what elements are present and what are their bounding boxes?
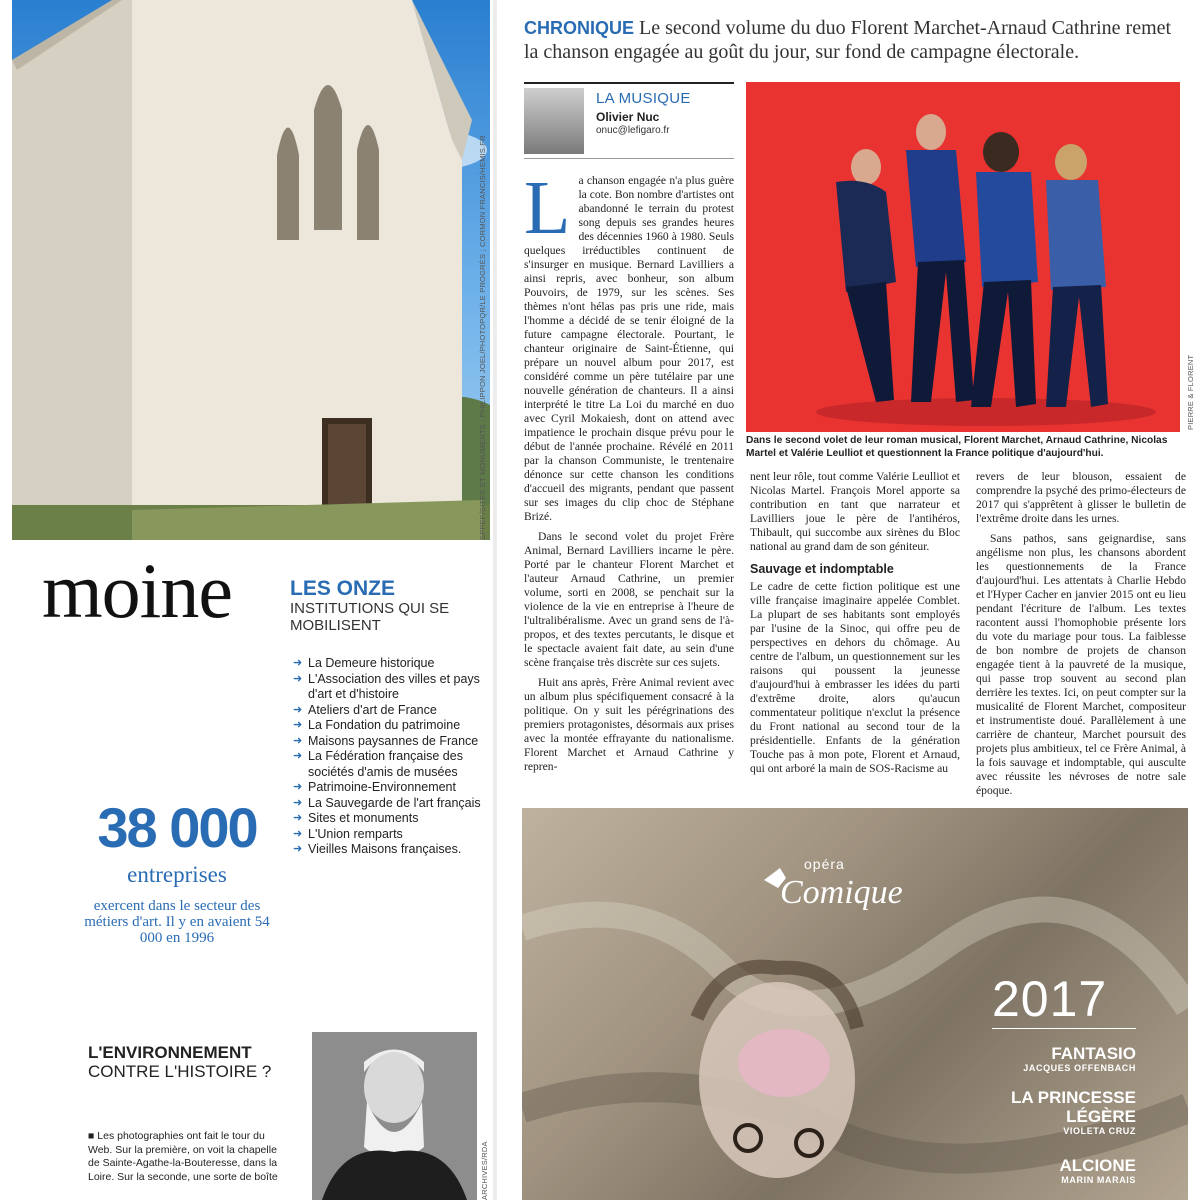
show-composer: VIOLETA CRUZ: [1063, 1126, 1136, 1136]
paragraph: Huit ans après, Frère Animal revient avec un album plus spécifiquement consacré à la politique. On y suit les pérégrinations des premiers protagonistes, désormais aux prises avec la montée effrayante du nationalisme. Florent Marchet et Arnaud Cathrine y repren-: [524, 676, 734, 773]
article-subhead: Sauvage et indomptable: [750, 562, 894, 576]
paragraph: [524, 166, 734, 524]
list-item: ➜ L'Association des villes et pays d'art et d'histoire: [308, 672, 486, 703]
author-name: Olivier Nuc: [596, 110, 660, 124]
show-composer: JACQUES OFFENBACH: [1023, 1063, 1136, 1073]
institutions-title: LES ONZE: [290, 577, 396, 600]
standfirst-text: Le second volume du duo Florent Marchet-Arnaud Cathrine remet la chanson engagée au goût du jour, sur fond de campagne électorale.: [524, 17, 1172, 63]
stat-description: exercent dans le secteur des métiers d'art. Il y en avaient 54 000 en 1996: [84, 898, 270, 946]
brand-small: opéra: [804, 856, 845, 872]
drop-cap: L: [524, 166, 571, 250]
list-item: ➜ La Sauvegarde de l'art français: [308, 796, 486, 812]
church-photo: [12, 0, 490, 540]
portrait-photo: [312, 1032, 477, 1200]
institutions-list: [308, 656, 486, 858]
institutions-subtitle: INSTITUTIONS QUI SE MOBILISENT: [290, 600, 450, 634]
list-item: ➜ Maisons paysannes de France: [308, 734, 486, 750]
show-title: LA PRINCESSE LÉGÈRE: [1010, 1088, 1136, 1126]
sidebar-title-rest: CONTRE L'HISTOIRE ?: [88, 1062, 272, 1081]
list-item: ➜ La Fondation du patrimoine: [308, 718, 486, 734]
season-year: 2017: [992, 971, 1108, 1027]
show-composer: MARIN MARAIS: [1061, 1175, 1136, 1185]
list-item: ➜ Patrimoine-Environnement: [308, 780, 486, 796]
photo-caption: Dans le second volet de leur roman musical, Florent Marchet, Arnaud Cathrine, Nicolas Martel et Valérie Leulliot et questionnent la France politique d'aujourd'hui.: [746, 435, 1168, 459]
headline-fragment: moine: [42, 547, 232, 634]
author-photo: [524, 88, 584, 154]
list-item: ➜ La Fédération française des sociétés d'amis de musées: [308, 749, 486, 780]
article-column-2: [750, 470, 960, 782]
rubric-label: LA MUSIQUE: [596, 90, 691, 107]
stat-number: 38 000: [97, 796, 257, 859]
list-item: ➜ L'Union remparts: [308, 827, 486, 843]
paragraph: revers de leur blouson, essaient de comprendre la psyché des primo-électeurs de 2017 qui s'apprêtent à glisser le bulletin de l'extrême droite dans les urnes.: [976, 470, 1186, 525]
sidebar-title-bold: L'ENVIRONNEMENT: [88, 1043, 252, 1062]
paragraph: Le cadre de cette fiction politique est une ville française imaginaire appelée Comblet. La plupart de ses habitants sont employés par l'usine de la Sinoc, qui offre peu de perspectives en dehors du chômage. Au centre de l'album, un questionnement sur les raisons qui poussent la jeunesse d'aujourd'hui à embrasser les idées du parti d'extrême droite, alors qu'aucun commentateur politique n'exclut la présence du Front national au second tour de la présidentielle. Enfants de la génération Touche pas à mon pote, Florent et Arnaud, qui ont arboré la main de SOS-Racisme au: [750, 580, 960, 775]
paragraph: Sans pathos, sans geignardise, sans angélisme non plus, les chansons abordent les questionnements de la France d'aujourd'hui. Les attentats à Charlie Hebdo et l'Hyper Cacher en janvier 2015 ont eu lieu pendant l'écriture de l'album. Les textes racontent aussi l'homophobie présente lors du vote du mariage pour tous. La faiblesse de bon nombre de projets de chanson engagée tient à la pauvreté de la musique, qui passe trop souvent au second plan derrière les textes. Ici, on peut compter sur la musicalité de Florent Marchet, compositeur et instrumentiste doué. Parallèlement à une carrière de chanteur, Marchet poursuit des projets plus ambitieux, tel ce Frère Animal, à la fois sauvage et indomptable, qui ausculte avec réussite les névroses de notre sale époque.: [976, 532, 1186, 797]
sidebar-title: [88, 1043, 288, 1081]
divider: [992, 1028, 1136, 1029]
list-item: ➜ Ateliers d'art de France: [308, 703, 486, 719]
list-item: ➜ Sites et monuments: [308, 811, 486, 827]
paragraph: Dans le second volet du projet Frère Animal, Bernard Lavilliers incarne le père. Porté par le chanteur Florent Marchet et l'auteur Arnaud Cathrine, un premier volume, sorti en 2008, se penchait sur la violence de la vie en entreprise à l'heure de l'ultralibéralisme. Avec un grand sens de l'à-propos, et des textes percutants, le disque et le spectacle avaient fait date, au sein d'une scène française très discrète sur ces sujets.: [524, 530, 734, 669]
show-title: ALCIONE: [1059, 1156, 1136, 1175]
list-item: ➜ Vieilles Maisons françaises.: [308, 842, 486, 858]
band-photo-credit: PIERRE & FLORENT: [1186, 354, 1195, 430]
show-item[interactable]: [1023, 1044, 1136, 1073]
paragraph: nent leur rôle, tout comme Valérie Leulliot et Nicolas Martel. François Morel apporte sa contribution en tant que narrateur et Lavilliers joue le père de l'antihéros, Thibault, qui succombe aux sirènes du Bloc national au grand dam de son géniteur.: [750, 470, 960, 553]
brand-name: Comique: [780, 874, 903, 911]
stat-unit: entreprises: [127, 862, 227, 887]
portrait-credit: ARCHIVES/RDA: [480, 1141, 489, 1200]
show-item[interactable]: [996, 1088, 1136, 1136]
article-column-3: [976, 470, 1186, 804]
author-email: onuc@lefigaro.fr: [596, 125, 670, 136]
article-standfirst: [524, 16, 1184, 64]
show-item[interactable]: [1060, 1156, 1137, 1185]
show-title: FANTASIO: [1051, 1044, 1136, 1063]
photo-credit: SPPEF/SITES ET MONUMENTS ; PHILIPPON JOEL/PHOTOPQR/LE PROGRÈS ; CORMON FRANCIS/HEMIS.FR: [478, 135, 487, 540]
opera-advertisement[interactable]: [522, 808, 1188, 1200]
list-item: ➜ La Demeure historique: [308, 656, 486, 672]
article-kicker: CHRONIQUE: [524, 18, 635, 38]
byline-box: [524, 82, 734, 159]
band-photo: [746, 82, 1180, 432]
article-column-1: [524, 166, 734, 780]
paragraph-text: a chanson engagée n'a plus guère la cote. Bon nombre d'artistes ont abandonné le terrain du protest song depuis ses grandes heures des décennies 1960 à 1980. Seuls quelques irréductibles continuent de s'insurger en musique. Bernard Lavilliers a ainsi repris, avec bonheur, son album Pouvoirs, de 1979, sur les scènes. Ses thèmes n'ont hélas pas pris une ride, mais l'homme a décidé de se tenir éloigné de la future campagne électorale. Pourtant, le chanteur originaire de Saint-Étienne, qui prépare un nouvel album pour 2017, est considéré comme un père tutélaire par une nouvelle génération de chanteurs. Il a ainsi interprété le titre La Loi du marché en duo avec Cyril Mokaiesh, dont on attend avec impatience le prochain disque prévu pour le début de l'année prochaine. Révélé en 2011 par la chanson Communiste, le trentenaire dénonce sur cette chanson les conditions d'accueil des migrants, pendant que passent sur ses images du clip choc de Stéphane Brizé.: [524, 174, 734, 523]
institutions-box: [290, 578, 486, 858]
column-divider: [493, 0, 497, 1200]
sidebar-text: ■ Les photographies ont fait le tour du Web. Sur la première, on voit la chapelle de Sainte-Agathe-la-Bouteresse, dans la Loire. Sur la seconde, une sorte de boîte: [88, 1130, 278, 1183]
